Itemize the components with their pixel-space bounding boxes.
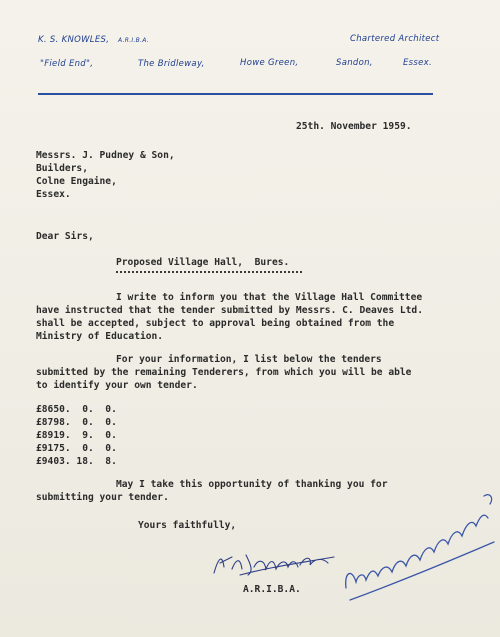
tender-amount: £9175. 0. 0. — [36, 443, 117, 454]
subject-line: Proposed Village Hall, Bures. — [116, 257, 290, 268]
paragraph-line: have instructed that the tender submitted by Messrs. C. Deaves Ltd. — [36, 305, 423, 316]
handwritten-annotation — [338, 488, 498, 608]
signature-knowles — [210, 545, 340, 581]
paragraph-line: to identify your own tender. — [36, 380, 198, 391]
recipient-line: Colne Engaine, — [36, 176, 117, 187]
signature-title: A.R.I.B.A. — [243, 584, 301, 595]
closing-paragraph-line: submitting your tender. — [36, 492, 169, 503]
recipient-line: Messrs. J. Pudney & Son, — [36, 150, 175, 161]
subject-underline — [116, 271, 302, 275]
letterhead-rule — [38, 93, 433, 95]
address-county: Essex. — [403, 58, 432, 68]
letter-date: 25th. November 1959. — [296, 121, 412, 132]
paragraph-line: Ministry of Education. — [36, 331, 164, 342]
tender-amount: £8798. 0. 0. — [36, 417, 117, 428]
recipient-line: Builders, — [36, 163, 88, 174]
recipient-line: Essex. — [36, 189, 71, 200]
address-house: "Field End", — [40, 59, 94, 69]
architect-qualification: A.R.I.B.A. — [118, 37, 150, 44]
tender-amount: £8650. 0. 0. — [36, 404, 117, 415]
paragraph-line: shall be accepted, subject to approval being obtained from the — [36, 318, 395, 329]
address-street: The Bridleway, — [138, 59, 205, 69]
architect-profession: Chartered Architect — [350, 34, 440, 44]
address-town: Sandon, — [336, 58, 373, 68]
tender-amount: £9403. 18. 8. — [36, 456, 117, 467]
architect-name: K. S. KNOWLES, — [38, 35, 110, 45]
complimentary-close: Yours faithfully, — [138, 520, 237, 531]
address-village: Howe Green, — [240, 58, 299, 68]
paragraph-line: I write to inform you that the Village Hall Committee — [116, 292, 423, 303]
paragraph-line: submitted by the remaining Tenderers, from which you will be able — [36, 367, 412, 378]
tender-amount: £8919. 9. 0. — [36, 430, 117, 441]
salutation: Dear Sirs, — [36, 231, 94, 242]
paragraph-line: For your information, I list below the tenders — [116, 354, 382, 365]
closing-paragraph-line: May I take this opportunity of thanking you for — [116, 479, 388, 490]
